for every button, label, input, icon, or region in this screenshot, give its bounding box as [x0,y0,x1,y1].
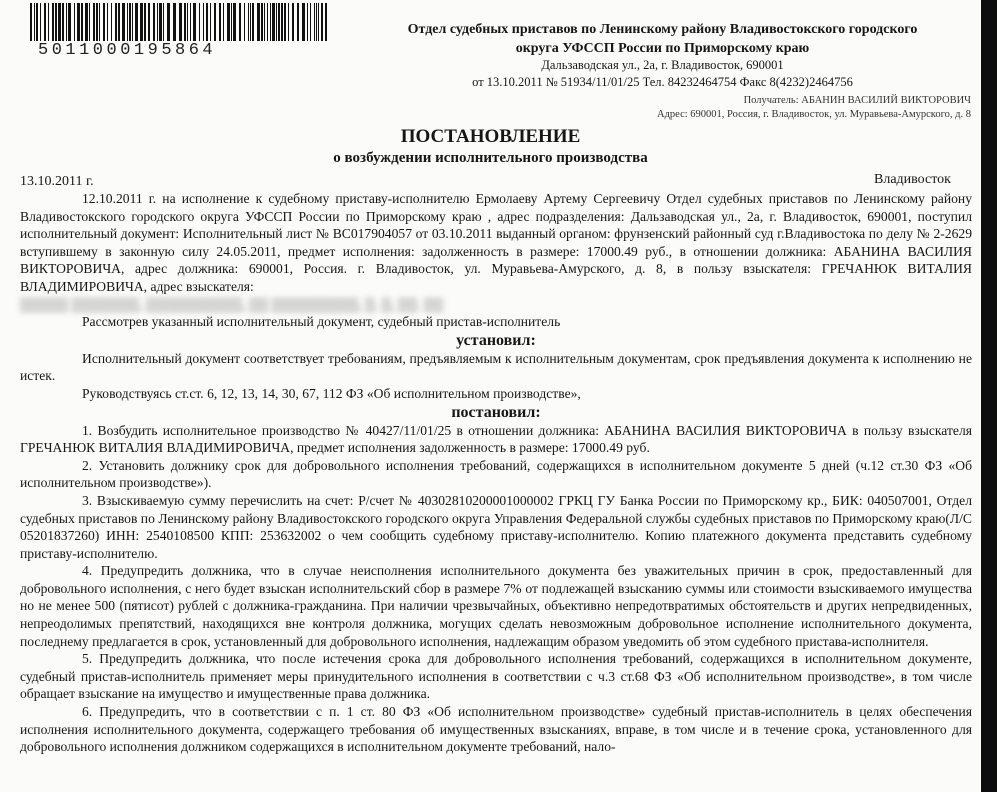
established-paragraph: Исполнительный документ соответствует требованиям, предъявляемым к исполнительным документам, срок предъявления документа к исполнению не истек. [20,350,972,384]
org-line-2: округа УФССП России по Приморскому краю [515,41,810,56]
resolution-item-3: 3. Взыскиваемую сумму перечислить на счет: Р/счет № 40302810200001000002 ГРКЦ ГУ Банка России по Приморскому кр., БИК: 040507001, Отдел судебных приставов по Ленинскому району Владивостокского городского округа Управления Федеральной службы судебных приставов по Приморскому краю(Л/С 05201837260) ИНН: 2540108500 КПП: 253632002 о чем сообщить судебному приставу-исполнителю. Копию платежного документа представить судебному приставу-исполнителю. [20,492,972,561]
considering-paragraph: Рассмотрев указанный исполнительный документ, судебный пристав-исполнитель [82,314,561,330]
resolution-item-2: 2. Установить должнику срок для добровольного исполнения требований, содержащихся в исполнительном документе 5 дней (ч.12 ст.30 ФЗ «Об исполнительном производстве»). [20,457,972,491]
scan-border [981,0,997,792]
recipient-name: Получатель: АБАНИН ВАСИЛИЙ ВИКТОРОВИЧ [743,95,971,106]
recipient-address: Адрес: 690001, Россия, г. Владивосток, ул. Муравьева-Амурского, д. 8 [657,109,971,120]
redacted-address: ▒▒▒▒▒ ▒▒▒▒▒▒▒, ▒▒▒▒▒▒▒▒▒▒, ▒▒ ▒▒▒▒▒▒▒▒▒, ▒. ▒, ▒▒. ▒▒ [20,296,444,312]
document-reference: от 13.10.2011 № 51934/11/01/25 Тел. 84232464754 Факс 8(4232)2464756 [472,75,853,89]
intro-text: 12.10.2011 г. на исполнение к судебному приставу-исполнителю Ермолаеву Артему Сергеевичу Отдел судебных приставов по Ленинскому району Владивостокского городского округа УФССП России по Приморскому краю , адрес подразделения: Дальзаводская ул., 2а, г. Владивосток, 690001, поступил исполнительный документ: Исполнительный лист № ВС017904057 от 03.10.2011 выданный органом: фрунзенский районный суд г.Владивостока по делу № 2-2629 вступившему в законную силу 24.05.2011, предмет исполнения: задолженность в размере: 17000.49 руб., в отношении должника: АБАНИНА ВАСИЛИЯ ВИКТОРОВИЧА, адрес должника: 690001, Россия. г. Владивосток, ул. Муравьева-Амурского, д. 8, в пользу взыскателя: ГРЕЧАНЮК ВИТАЛИЯ ВЛАДИМИРОВИЧА, адрес взыскателя: [20,191,972,294]
issuing-organization [355,20,970,58]
resolution-item-4: 4. Предупредить должника, что в случае неисполнения исполнительного документа без уважительных причин в срок, предоставленный для добровольного исполнения, с него будет взыскан исполнительский сбор в размере 7% от подлежащей взысканию суммы или стоимости взыскиваемого имущества но не менее 500 (пятисот) рублей с должника-гражданина. При наличии чрезвычайных, объективно непредотвратимых обстоятельств и других непредвиденных, непреодолимых препятствий, находящихся вне контроля должника, могущих сделать невозможным добровольное исполнение исполнительного документа, последнему предлагается в срок, установленный для добровольного исполнения, надлежащим образом уведомить об этом судебного пристава-исполнителя. [20,563,972,649]
document-date: 13.10.2011 г. [20,174,94,189]
recipient-block [657,94,971,122]
document-body [20,190,972,756]
resolution-item-1: 1. Возбудить исполнительное производство № 40427/11/01/25 в отношении должника: АБАНИНА ВАСИЛИЯ ВИКТОРОВИЧА в пользу взыскателя ГРЕЧАНЮК ВИТАЛИЯ ВЛАДИМИРОВИЧА, предмет исполнения задолженность в размере: 17000.49 руб. [20,422,972,456]
document-subtitle: о возбуждении исполнительного производства [333,150,648,166]
resolution-item-6: 6. Предупредить, что в соответствии с п. 1 ст. 80 ФЗ «Об исполнительном производстве» судебный пристав-исполнитель в целях обеспечения исполнения исполнительного документа, содержащего требования об имущественных взысканиях, вправе, в том числе и в течение срока, установленного для добровольного исполнения должником содержащихся в исполнительном документе требований, нало- [20,704,972,755]
barcode-number: 5011000195864 [38,41,217,60]
intro-paragraph [20,190,972,296]
org-address: Дальзаводская ул., 2а, г. Владивосток, 690001 [541,58,784,72]
resolved-heading: постановил: [451,403,541,421]
resolution-item-5: 5. Предупредить должника, что после истечения срока для добровольного исполнения требований, содержащихся в исполнительном документе, судебный пристав-исполнитель применяет меры принудительного исполнения в соответствии с ч.3 ст.68 ФЗ «Об исполнительном производстве», в том числе обращает взыскание на имущество и имущественные права должника. [20,651,972,702]
document-city: Владивосток [874,172,951,187]
document-title: ПОСТАНОВЛЕНИЕ [400,126,581,147]
org-address-block [355,57,970,91]
guided-paragraph: Руководствуясь ст.ст. 6, 12, 13, 14, 30, 67, 112 ФЗ «Об исполнительном производстве», [82,385,581,401]
org-line-1: Отдел судебных приставов по Ленинскому району Владивостокского городского [407,22,918,37]
barcode [30,3,327,41]
established-heading: установил: [456,331,536,349]
